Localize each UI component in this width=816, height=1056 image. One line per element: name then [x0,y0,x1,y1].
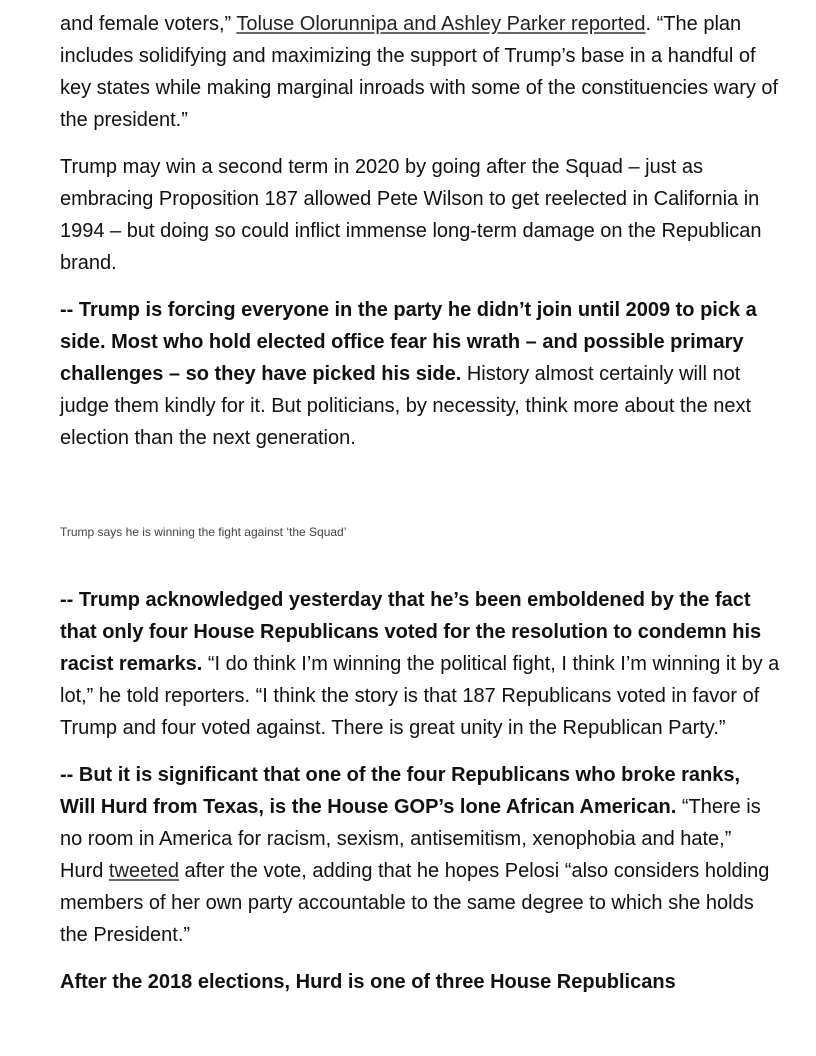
paragraph-3 [60,294,780,454]
paragraph-4-bold-lead: -- Trump acknowledged yesterday that he’s been emboldened by the fact that only four House Republicans voted for the resolution to condemn his racist remarks. [60,589,762,675]
video-caption: Trump says he is winning the fight against ‘the Squad’ [60,525,347,539]
paragraph-1-text-before: and female voters,” [60,13,237,35]
reporters-link[interactable]: Toluse Olorunnipa and Ashley Parker reported [236,13,646,35]
article-body [60,8,780,1013]
paragraph-3-bold-lead: -- Trump is forcing everyone in the party he didn’t join until 2009 to pick a side. Most who hold elected office fear his wrath – and possible primary challenges – so they have picked his side. [60,299,757,385]
paragraph-5-bold-lead: -- But it is significant that one of the four Republicans who broke ranks, Will Hurd from Texas, is the House GOP’s lone African American. [60,764,741,818]
paragraph-1-text-after: . “The plan includes solidifying and maximizing the support of Trump’s base in a handful of key states while making marginal inroads with some of the constituencies wary of the president.” [60,13,779,131]
paragraph-2-text: Trump may win a second term in 2020 by going after the Squad – just as embracing Proposition 187 allowed Pete Wilson to get reelected in California in 1994 – but doing so could inflict immense long-term damage on the Republican brand. [60,156,762,274]
paragraph-5 [60,759,780,951]
paragraph-5-text-after: after the vote, adding that he hopes Pelosi “also considers holding members of her own party accountable to the same degree to which she holds the President.” [60,860,770,946]
paragraph-5-text-before: “There is no room in America for racism, sexism, antisemitism, xenophobia and hate,” Hurd [60,796,761,882]
paragraph-1 [60,8,780,136]
paragraph-2 [60,151,780,279]
paragraph-4 [60,584,780,744]
paragraph-3-text: History almost certainly will not judge them kindly for it. But politicians, by necessity, think more about the next election than the next generation. [60,363,752,449]
paragraph-4-text: “I do think I’m winning the political fight, I think I’m winning it by a lot,” he told reporters. “I think the story is that 187 Republicans voted in favor of Trump and four voted against. There is great unity in the Republican Party.” [60,653,780,739]
tweeted-link[interactable]: tweeted [108,860,179,882]
paragraph-6-bold-lead: After the 2018 elections, Hurd is one of three House Republicans [60,971,676,993]
paragraph-6 [60,966,780,998]
